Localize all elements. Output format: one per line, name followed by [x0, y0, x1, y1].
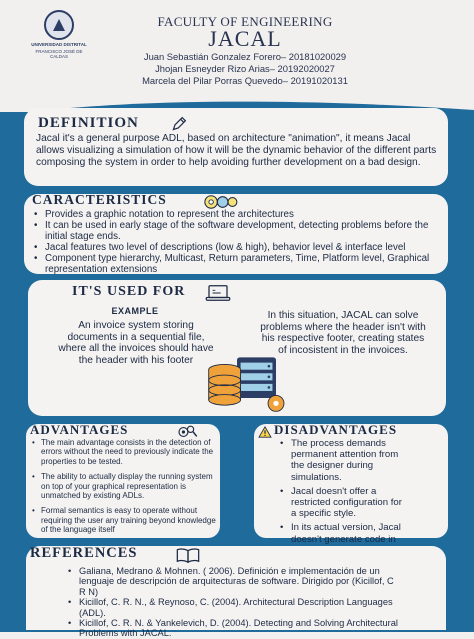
- characteristics-title: CARACTERISTICS: [32, 192, 167, 207]
- disadvantages-list: [278, 438, 408, 556]
- pencil-icon: [170, 116, 188, 132]
- list-item: • In its actual version, Jacal doesn't generate code in: [278, 522, 408, 556]
- disadvantages-title: DISADVANTAGES: [274, 422, 398, 437]
- disadvantages-card: [254, 422, 448, 545]
- references-title: REFERENCES: [30, 545, 138, 561]
- faculty-name: FACULTY OF ENGINEERING: [157, 14, 333, 29]
- definition-card: [24, 108, 448, 186]
- author-line: Jhojan Esneyder Rizo Arias– 20192020027: [155, 63, 335, 75]
- used-for-title: IT'S USED FOR: [72, 284, 186, 299]
- poster-title: JACAL: [208, 26, 282, 51]
- gears-icon: [202, 194, 238, 210]
- definition-text: Jacal it's a general purpose ADL, based on architecture "animation", it means Jacal allows visualizing a simulation of how it will be the dynamic behavior of the different parts composing the system in order to help avoiding further development on a bad design.: [36, 133, 437, 168]
- advantages-card: [26, 424, 220, 538]
- definition-title: DEFINITION: [38, 115, 139, 131]
- example-right-text: In this situation, JACAL can solve problems where the header isn't with his respective footer, creating states of incosistent in the invoices.: [260, 310, 426, 356]
- list-item: • The main advantage consists in the detection of errors without the need to previously indicate the properties to be tested.: [32, 438, 216, 466]
- list-item: • Kicillof, C. R. N. & Yankelevich, D. (2004). Detecting and Solving Architectural Problems with JACAL.: [66, 618, 398, 639]
- example-left-text: An invoice system storing documents in a sequential file, where all the invoices should have the header with his footer: [58, 320, 214, 366]
- laptop-icon: [204, 284, 232, 302]
- author-line: Marcela del Pilar Porras Quevedo– 20191020131: [142, 75, 348, 87]
- database-server-icon: [200, 352, 290, 414]
- list-item: • The ability to actually display the running system on top of your graphical representation is unmatched by existing ADLs.: [32, 472, 216, 500]
- references-card: [26, 545, 446, 639]
- list-item: • Kicillof, C. R. N., & Reynoso, C. (2004). Architectural Description Languages (ADL).: [66, 597, 398, 618]
- warning-icon: [258, 426, 272, 438]
- list-item: • Component type hierarchy, Multicast, Return parameters, Time, Platform level, Graphical representation extensions: [32, 253, 442, 275]
- list-item: • It can be used in early stage of the software development, detecting problems before the initial stage ends.: [32, 220, 442, 242]
- list-item: • Formal semantics is easy to operate without requiring the user any training beyond knowledge of the language itself: [32, 506, 216, 534]
- university-seal-icon: [44, 10, 74, 40]
- list-item: • Galiana, Medrano & Mohnen. ( 2006). Definición e implementación de un lenguaje de descripción de arquitecturas de software. Dirigido por (Kicillof, C R N): [66, 566, 398, 597]
- advantages-title: ADVANTAGES: [30, 422, 129, 437]
- references-list: [66, 566, 398, 639]
- list-item: • Provides a graphic notation to represent the architectures: [32, 209, 442, 220]
- logo-line-2: FRANCISCO JOSÉ DE CALDAS: [35, 49, 83, 60]
- example-label: EXAMPLE: [111, 306, 159, 316]
- list-item: • Jacal features two level of descriptions (low & high), behavior level & interface level: [32, 242, 442, 253]
- characteristics-list: [32, 209, 442, 275]
- used-for-card: [28, 280, 446, 416]
- book-icon: [174, 547, 202, 563]
- university-logo: [30, 10, 88, 60]
- characteristics-card: [24, 194, 448, 274]
- logo-line-1: UNIVERSIDAD DISTRITAL: [31, 42, 87, 47]
- advantages-list: [32, 438, 216, 535]
- author-list: [90, 51, 400, 88]
- list-item: • The process demands permanent attention from the designer during simulations.: [278, 438, 408, 483]
- list-item: • Jacal doesn't offer a restricted configuration for a specific style.: [278, 486, 408, 520]
- author-line: Juan Sebastián Gonzalez Forero– 20181020029: [143, 51, 347, 62]
